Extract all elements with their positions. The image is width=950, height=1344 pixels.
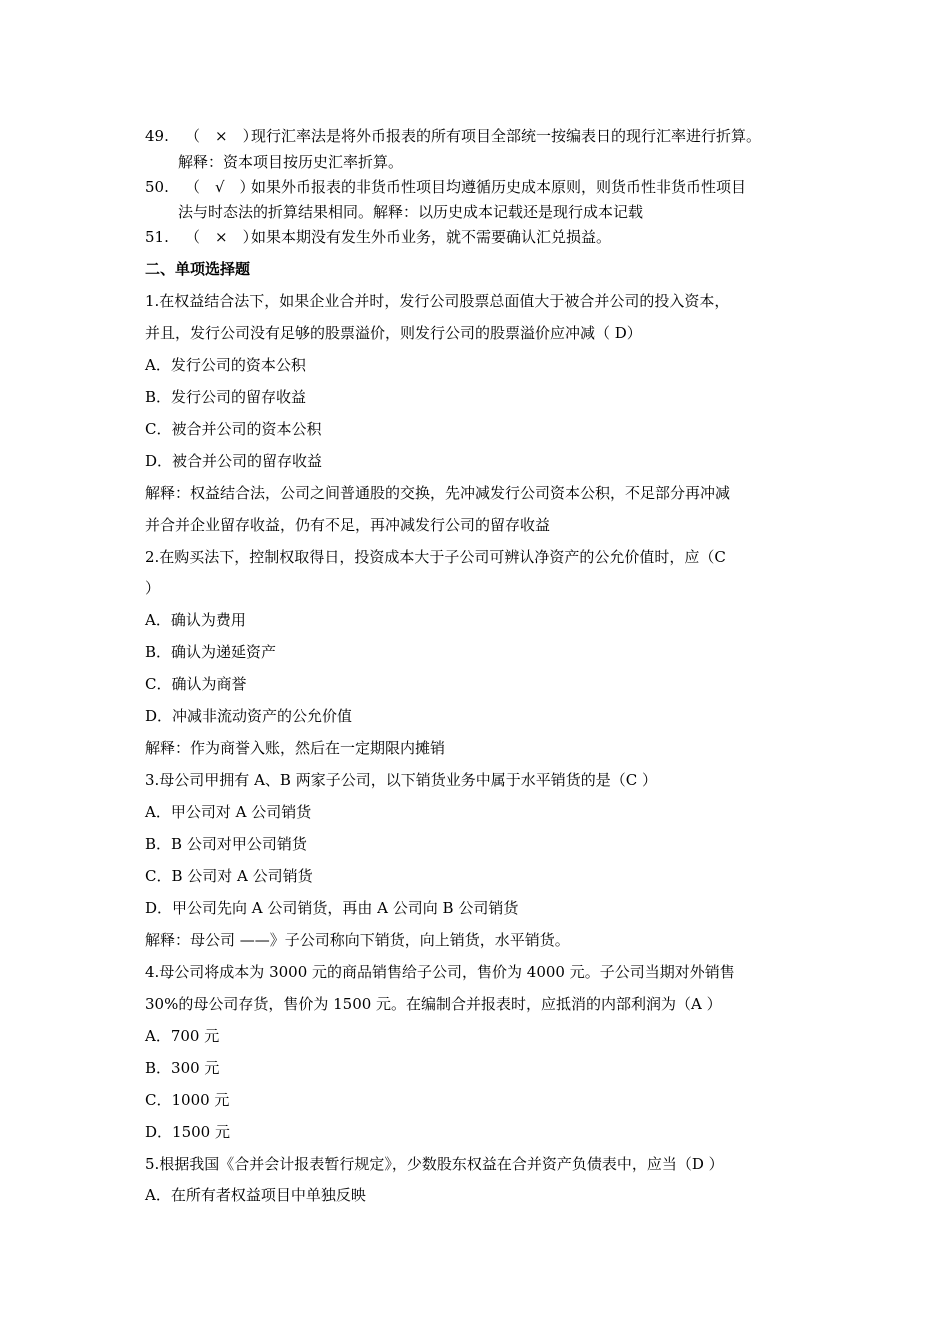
question-2-option-c: C．确认为商誉	[145, 675, 247, 693]
question-2-option-b: B．确认为递延资产	[145, 643, 277, 661]
question-1-explanation-line-1: 解释：权益结合法，公司之间普通股的交换，先冲减发行公司资本公积，不足部分再冲减	[145, 484, 731, 502]
question-4-stem-line-2: 30%的母公司存货，售价为 1500 元。在编制合并报表时，应抵消的内部利润为（A ）	[145, 995, 722, 1013]
question-5-option-a: A．在所有者权益项目中单独反映	[145, 1186, 366, 1204]
question-2-explanation: 解释：作为商誉入账，然后在一定期限内摊销	[145, 739, 446, 757]
question-1-stem-line-1: 1.在权益结合法下，如果企业合并时，发行公司股票总面值大于被合并公司的投入资本，	[145, 292, 730, 310]
tf-item-50	[145, 177, 746, 197]
question-1-explanation-line-2: 并合并企业留存收益，仍有不足，再冲减发行公司的留存收益	[145, 516, 551, 534]
question-4-option-b: B．300 元	[145, 1059, 220, 1077]
question-1-option-a: A．发行公司的资本公积	[145, 356, 306, 374]
question-1-stem-line-2: 并且，发行公司没有足够的股票溢价，则发行公司的股票溢价应冲减（ D）	[145, 324, 642, 342]
tf-item-49	[145, 126, 761, 146]
item-text: 现行汇率法是将外币报表的所有项目全部统一按编表日的现行汇率进行折算。	[251, 127, 762, 145]
question-4-option-c: C．1000 元	[145, 1091, 230, 1109]
tf-item-50-continuation: 法与时态法的折算结果相同。解释：以历史成本记载还是现行成本记载	[178, 203, 644, 221]
question-1-option-b: B．发行公司的留存收益	[145, 388, 307, 406]
question-1-option-d: D．被合并公司的留存收益	[145, 452, 323, 470]
question-4-option-a: A．700 元	[145, 1027, 220, 1045]
question-3-option-a: A．甲公司对 A 公司销货	[145, 803, 312, 821]
question-1-option-c: C．被合并公司的资本公积	[145, 420, 322, 438]
question-2-option-a: A．确认为费用	[145, 611, 246, 629]
item-number: 51.	[145, 228, 169, 246]
item-text: 如果本期没有发生外币业务，就不需要确认汇兑损益。	[251, 228, 612, 246]
tf-item-49-explanation: 解释：资本项目按历史汇率折算。	[178, 153, 404, 171]
answer-mark: （ √ ）	[185, 178, 255, 196]
section-title: 二、单项选择题	[145, 260, 251, 278]
item-number: 50.	[145, 178, 169, 196]
question-2-option-d: D．冲减非流动资产的公允价值	[145, 707, 353, 725]
question-3-option-c: C．B 公司对 A 公司销货	[145, 867, 313, 885]
question-3-explanation: 解释：母公司 ——》子公司称向下销货，向上销货，水平销货。	[145, 931, 570, 949]
question-3-option-b: B．B 公司对甲公司销货	[145, 835, 307, 853]
answer-mark: （ × ）	[185, 228, 258, 246]
question-2-stem-line-1: 2.在购买法下，控制权取得日，投资成本大于子公司可辨认净资产的公允价值时，应（C	[145, 548, 726, 566]
item-text: 如果外币报表的非货币性项目均遵循历史成本原则，则货币性非货币性项目	[251, 178, 747, 196]
question-3-stem: 3.母公司甲拥有 A、B 两家子公司，以下销货业务中属于水平销货的是（C ）	[145, 771, 657, 789]
question-2-stem-line-2: ）	[145, 579, 161, 597]
question-5-stem: 5.根据我国《合并会计报表暂行规定》，少数股东权益在合并资产负债表中，应当（D ）	[145, 1155, 724, 1173]
answer-mark: （ × ）	[185, 127, 258, 145]
question-4-stem-line-1: 4.母公司将成本为 3000 元的商品销售给子公司，售价为 4000 元。子公司当期对外销售	[145, 963, 735, 981]
tf-item-51	[145, 227, 611, 247]
question-3-option-d: D．甲公司先向 A 公司销货，再由 A 公司向 B 公司销货	[145, 899, 519, 917]
question-4-option-d: D．1500 元	[145, 1123, 230, 1141]
item-number: 49.	[145, 127, 169, 145]
